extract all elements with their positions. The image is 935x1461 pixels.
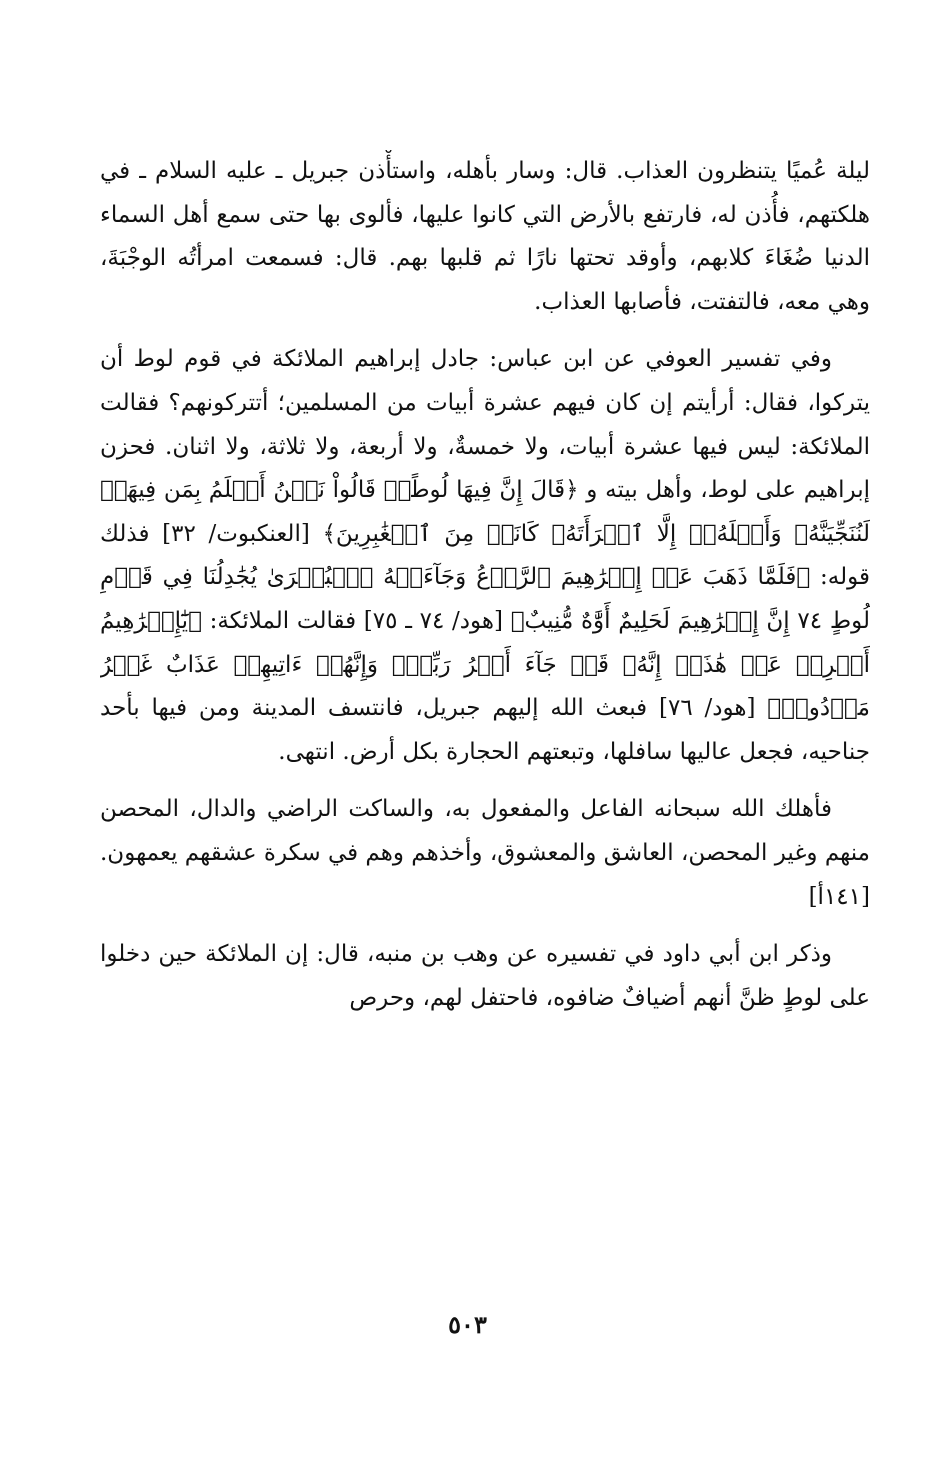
- paragraph-gap: [100, 919, 870, 933]
- paragraph-1: ليلة عُميًا يتنظرون العذاب. قال: وسار بأهله، واستأْذن جبريل ـ عليه السلام ـ في هلكتهم، فأُذن له، فارتفع بالأرض التي كانوا عليها، فألوى بها حتى سمع أهل السماء الدنيا ضُغَاءَ كلابهم، وأوقد تحتها نارًا ثم قلبها بهم. قال: فسمعت امرأتُه الوجْبَةَ، وهي معه، فالتفتت، فأصابها العذاب.: [100, 158, 870, 315]
- page-body: [100, 150, 870, 1320]
- paragraph-4: وذكر ابن أبي داود في تفسيره عن وهب بن منبه، قال: إن الملائكة حين دخلوا على لوطٍ ظنَّ أنهم أضيافٌ ضافوه، فاحتفل لهم، وحرص: [100, 941, 870, 1011]
- page-number: ٥٠٣: [448, 1310, 487, 1339]
- paragraph-gap: [100, 774, 870, 788]
- paragraph-3: فأهلك الله سبحانه الفاعل والمفعول به، والساكت الراضي والدال، المحصن منهم وغير المحصن، العاشق والمعشوق، وأخذهم وهم في سكرة عشقهم يعمهون. [١٤١أ]: [100, 796, 870, 910]
- paragraph-2: وفي تفسير العوفي عن ابن عباس: جادل إبراهيم الملائكة في قوم لوط أن يتركوا، فقال: أرأيتم إن كان فيهم عشرة أبيات من المسلمين؛ أتتركونهم؟ فقالت الملائكة: ليس فيها عشرة أبيات، ولا خمسةٌ، ولا أربعة، ولا ثلاثة، ولا اثنان. فحزن إبراهيم على لوط، وأهل بيته و ﴿قَالَ إِنَّ فِيهَا لُوطًاۚ قَالُواْ نَحۡنُ أَعۡلَمُ بِمَن فِيهَاۖ لَنُنَجِّيَنَّهُۥ وَأَهۡلَهُۥٓ إِلَّا ٱمۡرَأَتَهُۥ كَانَتۡ مِنَ ٱلۡغَٰبِرِينَ﴾ [العنكبوت/ ٣٢] فذلك قوله: ﴿فَلَمَّا ذَهَبَ عَنۡ إِبۡرَٰهِيمَ ٱلرَّوۡعُ وَجَآءَتۡهُ ٱلۡبُشۡرَىٰ يُجَٰدِلُنَا فِي قَوۡمِ لُوطٍ ٧٤ إِنَّ إِبۡرَٰهِيمَ لَحَلِيمٌ أَوَّٰهٌ مُّنِيبٌ﴾ [هود/ ٧٤ ـ ٧٥] فقالت الملائكة: ﴿يَٰٓإِبۡرَٰهِيمُ أَعۡرِضۡ عَنۡ هَٰذَآۖ إِنَّهُۥ قَدۡ جَآءَ أَمۡرُ رَبِّكَۖ وَإِنَّهُمۡ ءَاتِيهِمۡ عَذَابٌ غَيۡرُ مَرۡدُودٖ﴾ [هود/ ٧٦] فبعث الله إليهم جبريل، فانتسف المدينة ومن فيها بأحد جناحيه، فجعل عاليها سافلها، وتبعتهم الحجارة بكل أرض. انتهى.: [100, 346, 870, 765]
- paragraph-gap: [100, 324, 870, 338]
